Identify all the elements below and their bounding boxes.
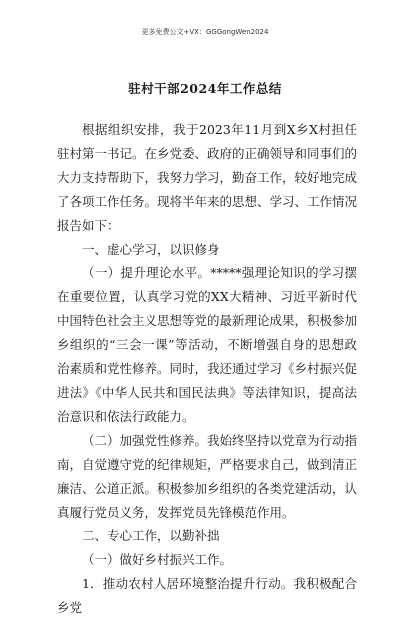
paragraph-environment: 1．推动农村人居环境整治提升行动。我积极配合乡党 bbox=[57, 576, 357, 616]
document-title: 驻村干部2024年工作总结 bbox=[128, 81, 282, 96]
document-body bbox=[57, 118, 357, 620]
intro-paragraph: 根据组织安排，我于2023年11月到X乡X村担任驻村第一书记。在乡党委、政府的正确领导和同事们的大力支持帮助下，我努力学习，勤奋工作，较好地完成了各项工作任务。现将半年来的思想、学习、工作情况报告如下： bbox=[57, 122, 358, 233]
subsection-heading: （一）做好乡村振兴工作。 bbox=[82, 552, 233, 568]
paragraph-theory: （一）提升理论水平。*****强理论知识的学习摆在重要位置，认真学习党的XX大精神、习近平新时代中国特色社会主义思想等党的最新理论成果，积极参加乡组织的“三会一课”等活动，不断增强自身的思想政治素质和党性修养。同时，我还通过学习《乡村振兴促进法》《中华人民共和国民法典》等法律知识，提高法治意识和依法行政能力。 bbox=[57, 265, 358, 424]
paragraph-party-spirit: （二）加强党性修养。我始终坚持以党章为行动指南，自觉遵守党的纪律规矩，严格要求自己，做到清正廉洁、公道正派。积极参加乡组织的各类党建活动，认真履行党员义务，发挥党员先锋模范作用。 bbox=[57, 432, 358, 520]
section-heading-2: 二、专心工作，以勤补拙 bbox=[82, 528, 220, 544]
section-heading-1: 一、虚心学习，以识修身 bbox=[82, 241, 220, 257]
header-note: 更多免费公文+VX：GGGongWen2024 bbox=[141, 28, 269, 36]
